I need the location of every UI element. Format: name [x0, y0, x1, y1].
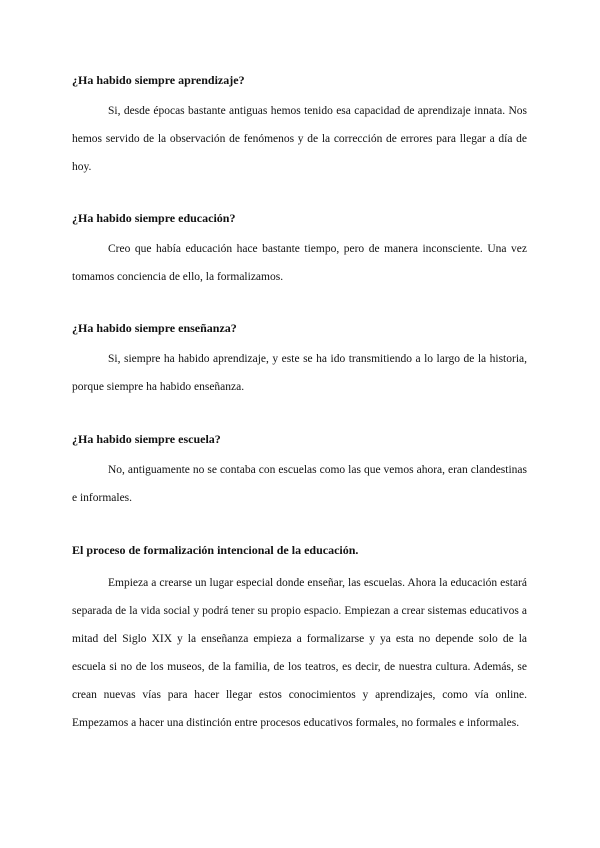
section-aprendizaje [72, 72, 527, 181]
section-escuela [72, 431, 527, 512]
section-ensenanza [72, 320, 527, 401]
section-heading: ¿Ha habido siempre enseñanza? [72, 321, 237, 335]
section-heading: El proceso de formalización intencional de la educación. [72, 543, 359, 557]
section-paragraph: No, antiguamente no se contaba con escuelas como las que vemos ahora, eran clandestinas e informales. [72, 464, 527, 504]
section-paragraph: Si, desde épocas bastante antiguas hemos tenido esa capacidad de aprendizaje innata. Nos hemos servido de la observación de fenómenos y de la corrección de errores para llegar a día de hoy. [72, 105, 527, 173]
section-heading: ¿Ha habido siempre escuela? [72, 432, 221, 446]
section-educacion [72, 210, 527, 291]
section-heading: ¿Ha habido siempre educación? [72, 211, 236, 225]
section-paragraph: Empieza a crearse un lugar especial donde enseñar, las escuelas. Ahora la educación estará separada de la vida social y podrá tener su propio espacio. Empiezan a crear sistemas educativos a mitad del Siglo XIX y la enseñanza empieza a formalizarse y ya esta no depende solo de la escuela si no de los museos, de la familia, de los teatros, es decir, de nuestra cultura. Además, se crean nuevas vías para hacer llegar estos conocimientos y aprendizajes, como vía online. Empezamos a hacer una distinción entre procesos educativos formales, no formales e informales. [72, 577, 527, 729]
section-heading: ¿Ha habido siempre aprendizaje? [72, 73, 245, 87]
section-paragraph: Creo que había educación hace bastante tiempo, pero de manera inconsciente. Una vez tomamos conciencia de ello, la formalizamos. [72, 243, 527, 283]
section-paragraph: Si, siempre ha habido aprendizaje, y este se ha ido transmitiendo a lo largo de la historia, porque siempre ha habido enseñanza. [72, 353, 527, 393]
section-formalizacion [72, 542, 527, 737]
